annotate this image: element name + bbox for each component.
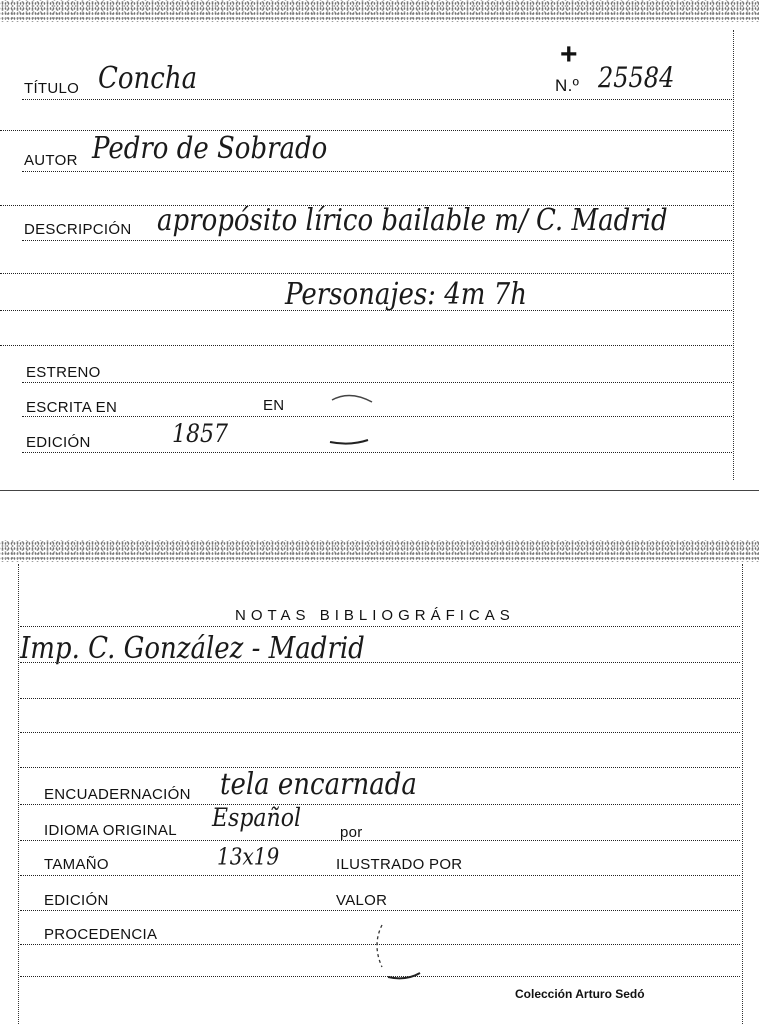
encuadernacion-label: ENCUADERNACIÓN bbox=[44, 786, 191, 803]
rule-8 bbox=[0, 345, 732, 346]
descripcion-label: DESCRIPCIÓN bbox=[24, 221, 132, 238]
rule-descripcion bbox=[22, 240, 732, 241]
estreno-label: ESTRENO bbox=[26, 364, 101, 381]
rule-titulo bbox=[22, 99, 732, 100]
rule-notas bbox=[20, 626, 740, 627]
rule-encuad bbox=[20, 804, 740, 805]
card-bottom-edge bbox=[0, 490, 759, 491]
rule-n1 bbox=[20, 662, 740, 663]
rule-n3 bbox=[20, 732, 740, 733]
escrita-en-label: ESCRITA EN bbox=[26, 399, 118, 416]
notes-line-1: Imp. C. González - Madrid bbox=[20, 631, 365, 666]
procedencia-label: PROCEDENCIA bbox=[44, 926, 158, 943]
idioma-value: Español bbox=[212, 804, 301, 833]
valor-label: VALOR bbox=[336, 892, 388, 909]
idioma-label: IDIOMA ORIGINAL bbox=[44, 822, 177, 839]
rule-6 bbox=[0, 273, 732, 274]
rule-edicion2 bbox=[20, 910, 740, 911]
card-right-edge-2 bbox=[742, 564, 743, 1024]
card-top-edge-2 bbox=[0, 540, 759, 562]
titulo-label: TÍTULO bbox=[24, 80, 80, 97]
rule-n2 bbox=[20, 698, 740, 699]
tamano-value: 13x19 bbox=[217, 842, 280, 870]
autor-label: AUTOR bbox=[24, 152, 78, 169]
rule-autor bbox=[22, 171, 732, 172]
autor-value: Pedro de Sobrado bbox=[92, 131, 328, 166]
rule-edicion bbox=[22, 452, 732, 453]
card-top-edge bbox=[0, 0, 759, 22]
collection-footer: Colección Arturo Sedó bbox=[515, 987, 645, 1001]
rule-idioma bbox=[20, 840, 740, 841]
edicion-value: 1857 bbox=[172, 420, 228, 449]
numero-label: N.º bbox=[555, 76, 580, 95]
rule-estreno bbox=[22, 382, 732, 383]
en-label: EN bbox=[263, 397, 285, 414]
punch-hole-mark bbox=[320, 390, 380, 450]
descripcion-value: apropósito lírico bailable m/ C. Madrid bbox=[157, 203, 668, 238]
rule-tamano bbox=[20, 875, 740, 876]
edicion-label: EDICIÓN bbox=[26, 434, 91, 451]
tamano-label: TAMAÑO bbox=[44, 856, 109, 873]
notas-heading: NOTAS BIBLIOGRÁFICAS bbox=[235, 607, 515, 624]
edicion2-label: EDICIÓN bbox=[44, 892, 109, 909]
titulo-value: Concha bbox=[98, 61, 198, 96]
numero-value: 25584 bbox=[598, 61, 675, 94]
catalog-card-back bbox=[0, 540, 759, 1028]
numero-mark: + bbox=[560, 38, 578, 71]
descripcion-value-2: Personajes: 4m 7h bbox=[285, 277, 527, 312]
catalog-card-front bbox=[0, 0, 759, 492]
por-label: por bbox=[340, 824, 363, 841]
card-left-edge bbox=[18, 564, 19, 1024]
punch-hole-mark-2 bbox=[368, 915, 432, 985]
rule-7 bbox=[0, 310, 732, 311]
ilustrado-label: ILUSTRADO POR bbox=[336, 856, 463, 873]
encuadernacion-value: tela encarnada bbox=[220, 767, 417, 802]
card-right-edge bbox=[733, 30, 734, 480]
